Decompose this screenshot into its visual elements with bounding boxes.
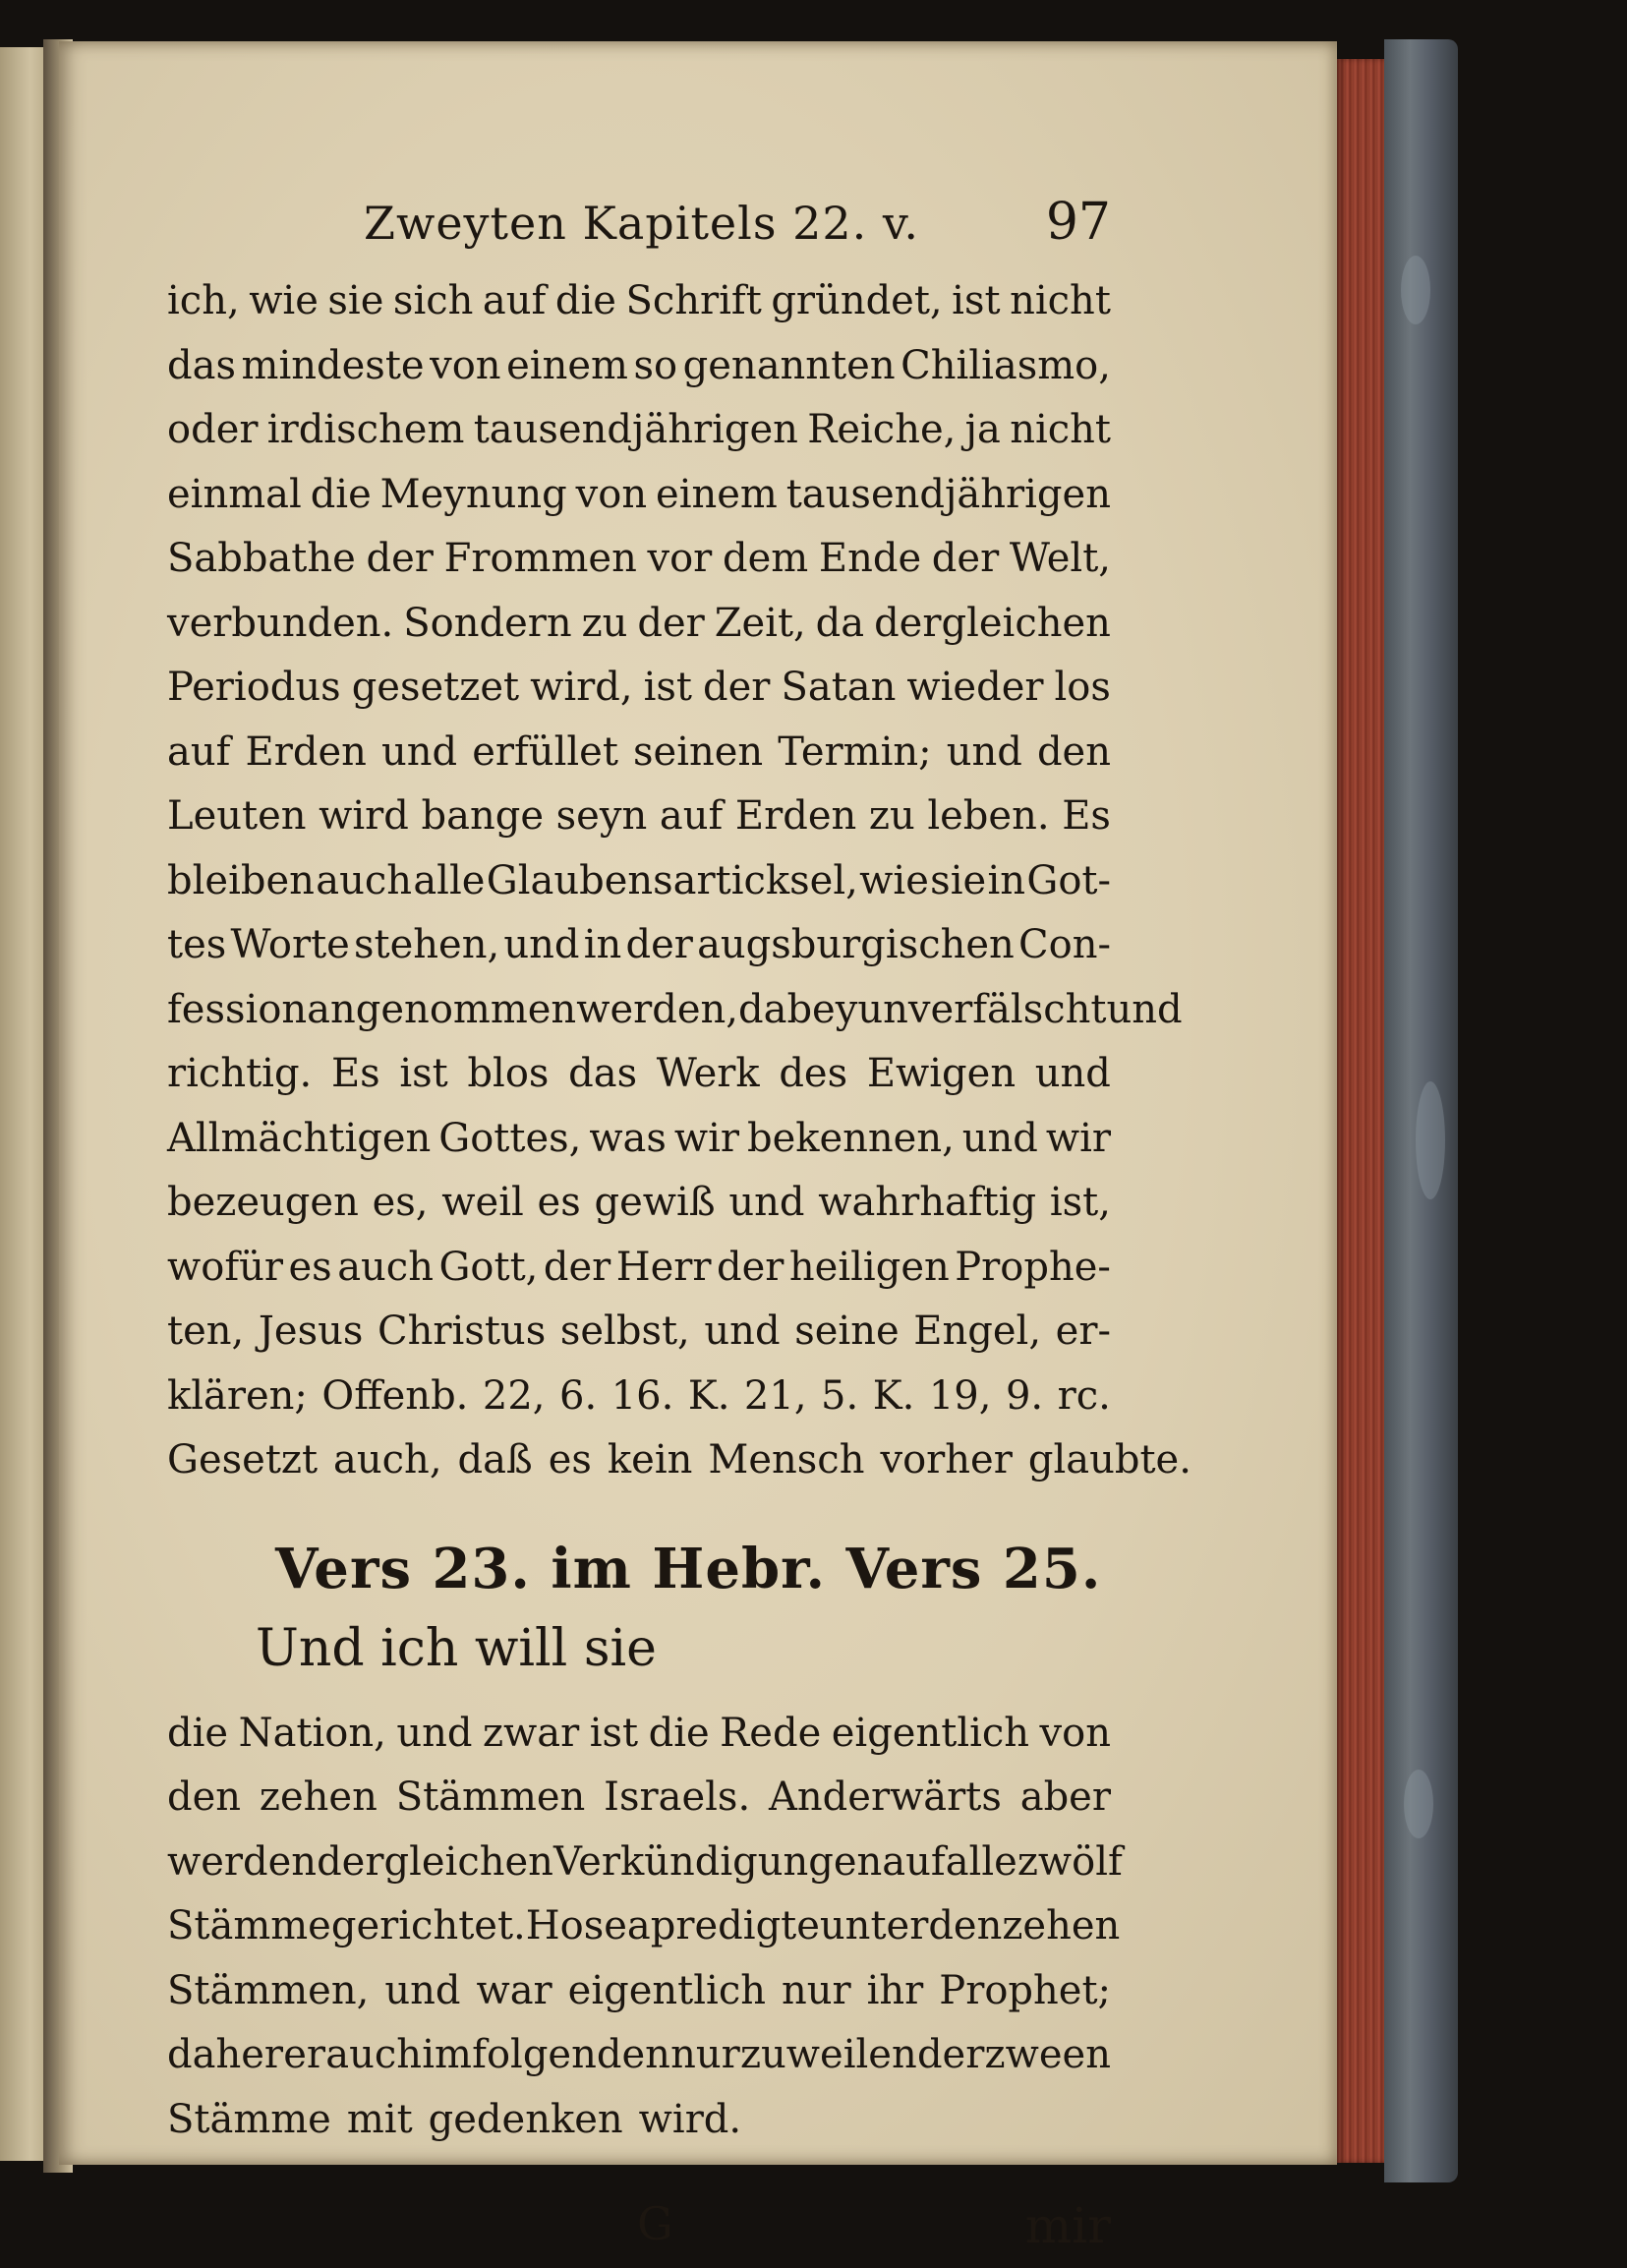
text-line: Leuten wird bange seyn auf Erden zu leben. Es: [167, 793, 1111, 839]
text-line: die Nation, und zwar ist die Rede eigentlich von: [167, 1710, 1111, 1756]
page-footer: [167, 2180, 1111, 2268]
running-head-title: Zweyten Kapitels 22. v.: [364, 197, 920, 250]
text-line: das mindeste von einem so genannten Chiliasmo,: [167, 342, 1111, 388]
cover-marbling: [1401, 256, 1430, 324]
text-line: bleiben auch alle Glaubensarticksel, wie sie in Got-: [167, 857, 1111, 903]
text-line: richtig. Es ist blos das Werk des Ewigen und: [167, 1051, 1111, 1096]
text-line: werden dergleichen Verkündigungen auf alle zwölf: [167, 1838, 1123, 1885]
signature-mark: G: [637, 2197, 673, 2250]
text-line: daher er auch im folgenden nur zuweilen der zween: [167, 2032, 1111, 2077]
text-block: [167, 185, 1191, 2268]
red-page-edges: [1337, 59, 1384, 2163]
text-line: Gesetzt auch, daß es kein Mensch vorher glaubte.: [167, 1437, 1191, 1483]
text-line: tes Worte stehen, und in der augsburgischen Con-: [167, 922, 1111, 967]
text-line: klären; Offenb. 22, 6. 16. K. 21, 5. K. 19, 9. rc.: [167, 1372, 1111, 1419]
cover-marbling: [1416, 1081, 1445, 1199]
text-line: oder irdischem tausendjährigen Reiche, ja nicht: [167, 407, 1111, 452]
text-line: einmal die Meynung von einem tausendjährigen: [167, 471, 1111, 517]
text-line: verbunden. Sondern zu der Zeit, da dergleichen: [167, 600, 1111, 646]
text-line: wofür es auch Gott, der Herr der heiligen Prophe-: [167, 1244, 1111, 1290]
text-line: fession angenommen werden, dabey unverfälscht und: [167, 986, 1183, 1032]
lemma-heading: Und ich will sie: [256, 1618, 657, 1678]
text-line: Stämme mit gedenken wird.: [167, 2096, 742, 2142]
verse-heading: Vers 23. im Hebr. Vers 25.: [275, 1536, 1102, 1601]
text-line: den zehen Stämmen Israels. Anderwärts aber: [167, 1774, 1111, 1820]
cover-marbling: [1404, 1770, 1433, 1838]
text-line: Stämme gerichtet. Hosea predigte unter den zehen: [167, 1903, 1121, 1948]
text-line: bezeugen es, weil es gewiß und wahrhaftig ist,: [167, 1180, 1111, 1225]
text-line: Allmächtigen Gottes, was wir bekennen, und wir: [167, 1115, 1111, 1161]
text-line: Stämmen, und war eigentlich nur ihr Prophet;: [167, 1967, 1111, 2013]
paragraph: [167, 1702, 1123, 2153]
paragraph: [167, 269, 1191, 1493]
text-line: auf Erden und erfüllet seinen Termin; und den: [167, 728, 1111, 775]
catchword: mir: [1024, 2197, 1111, 2254]
text-line: ich, wie sie sich auf die Schrift gründet, ist nicht: [167, 278, 1111, 323]
left-page-edge: [0, 47, 43, 2161]
running-head: [167, 185, 1111, 269]
text-line: Sabbathe der Frommen vor dem Ende der Welt,: [167, 536, 1111, 581]
text-line: Periodus gesetzet wird, ist der Satan wieder los: [167, 665, 1111, 710]
page-number: 97: [1045, 193, 1111, 252]
text-line: ten, Jesus Christus selbst, und seine Engel, er-: [167, 1308, 1111, 1354]
